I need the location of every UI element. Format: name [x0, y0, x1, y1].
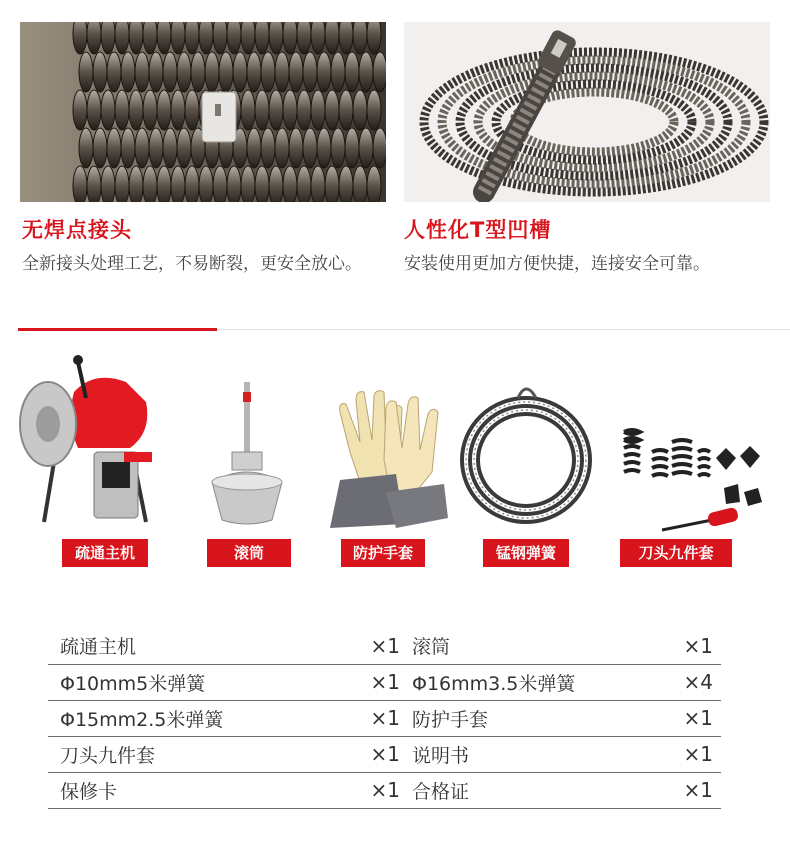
spring-joint-photo — [20, 22, 386, 202]
cutter-set-image — [612, 352, 762, 534]
list-item-qty: ×1 — [298, 664, 408, 700]
list-item-name: Φ16mm3.5米弹簧 — [408, 664, 638, 700]
list-item-qty: ×1 — [638, 628, 721, 664]
t-groove-photo — [404, 22, 770, 202]
feature-desc-weldless-joint: 全新接头处理工艺，不易断裂，更安全放心。 — [22, 254, 362, 274]
list-item-qty: ×1 — [638, 700, 721, 736]
list-row — [48, 736, 721, 772]
list-item-qty: ×1 — [638, 772, 721, 808]
list-item-name: Φ10mm5米弹簧 — [48, 664, 298, 700]
list-row — [48, 772, 721, 808]
list-item-name: 滚筒 — [408, 628, 638, 664]
list-item-qty: ×1 — [298, 736, 408, 772]
tag-machine: 疏通主机 — [62, 539, 148, 567]
feature-title-t-groove: 人性化T型凹槽 — [404, 218, 552, 242]
list-row — [48, 700, 721, 736]
list-item-name: 疏通主机 — [48, 628, 298, 664]
list-item-qty: ×1 — [298, 700, 408, 736]
spring-coil-image — [454, 352, 604, 534]
tag-cutter-set: 刀头九件套 — [620, 539, 732, 567]
list-item-name: Φ15mm2.5米弹簧 — [48, 700, 298, 736]
list-item-qty: ×1 — [638, 736, 721, 772]
machine-image — [14, 352, 164, 534]
list-item-name: 防护手套 — [408, 700, 638, 736]
section-divider-accent — [18, 328, 217, 331]
feature-desc-t-groove: 安装使用更加方便快捷，连接安全可靠。 — [404, 254, 710, 274]
list-row — [48, 628, 721, 664]
list-item-qty: ×1 — [298, 628, 408, 664]
tag-gloves: 防护手套 — [341, 539, 425, 567]
joint-sleeve — [202, 92, 236, 142]
drum-image — [172, 352, 322, 534]
list-item-qty: ×1 — [298, 772, 408, 808]
list-item-name: 合格证 — [408, 772, 638, 808]
tag-spring: 锰钢弹簧 — [483, 539, 569, 567]
tag-drum: 滚筒 — [207, 539, 291, 567]
list-item-name: 说明书 — [408, 736, 638, 772]
list-item-name: 刀头九件套 — [48, 736, 298, 772]
packing-list — [48, 628, 721, 809]
gloves-image — [320, 352, 470, 534]
feature-title-weldless-joint: 无焊点接头 — [22, 218, 132, 242]
list-item-qty: ×4 — [638, 664, 721, 700]
list-item-name: 保修卡 — [48, 772, 298, 808]
list-row — [48, 664, 721, 700]
